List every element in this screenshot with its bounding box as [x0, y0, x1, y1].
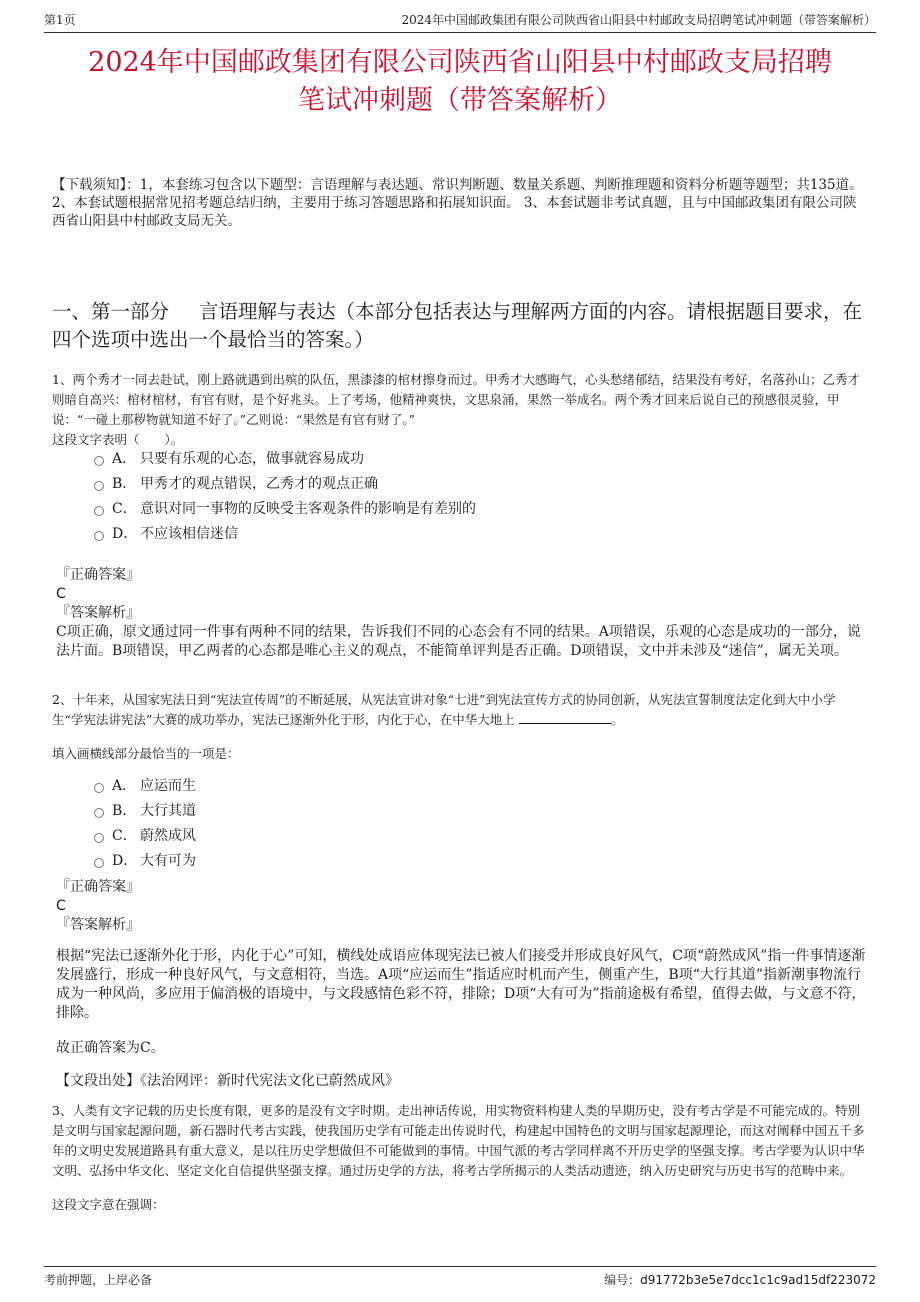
analysis-label: 『答案解析』 [56, 917, 140, 933]
question-1-prompt: 这段文字表明（ ）。 [52, 432, 184, 447]
option-d[interactable]: D． 大有可为 [94, 849, 196, 874]
answer-value: C [56, 586, 66, 602]
section-heading [52, 298, 866, 354]
title-line-2: 笔试冲刺题（带答案解析） [298, 85, 622, 116]
option-c[interactable]: C． 意识对同一事物的反映受主客观条件的影响是有差别的 [94, 497, 476, 522]
question-2-prompt: 填入画横线部分最恰当的一项是： [52, 746, 240, 761]
radio-icon[interactable] [94, 481, 104, 491]
question-3 [52, 1101, 866, 1215]
answer-value: C [56, 898, 66, 914]
answer-label: 『正确答案』 [56, 879, 140, 895]
answer-label: 『正确答案』 [56, 567, 140, 583]
page-footer [44, 1266, 876, 1291]
page-number: 第1页 [44, 13, 76, 27]
question-3-text: 3、人类有文字记载的历史长度有限，更多的是没有文字时期。走出神话传说，用实物资料构建人类的早期历史，没有考古学是不可能完成的。特别是文明与国家起源问题，新石器时代考古实践，使我国历史学有可能走出传说时代，构建起中国特色的文明与国家起源理论，而这对阐释中国五千多年的文明史发展道路具有重大意义，是以往历史学想做但不可能做到的事情。中国气派的考古学同样离不开历史学的坚强支撑。考古学要为认识中华文明、弘扬中华文化、坚定文化自信提供坚强支撑。通过历史学的方法，将考古学所揭示的人类活动遗迹，纳入历史研究与历史书写的范畴中来。 [52, 1103, 865, 1178]
analysis-label: 『答案解析』 [56, 605, 140, 621]
analysis-text: 根据“宪法已逐渐外化于形，内化于心”可知，横线处成语应体现宪法已被人们接受并形成良好风气，C项“蔚然成风”指一件事情逐渐发展盛行，形成一种良好风气，与文意相符，当选。A项“应运而生”指适应时机而产生，侧重产生，B项“大行其道”指新潮事物流行成为一种风尚，多应用于偏消极的语境中，与文段感情色彩不符，排除；D项“大有可为”指前途极有希望，值得去做，与文意不符，排除。 [56, 948, 866, 1021]
option-d[interactable]: D． 不应该相信迷信 [94, 522, 476, 547]
option-b[interactable]: B． 大行其道 [94, 799, 196, 824]
question-1 [52, 370, 866, 450]
page-header [44, 10, 876, 33]
footer-slogan: 考前押题，上岸必备 [44, 1273, 153, 1287]
radio-icon[interactable] [94, 808, 104, 818]
radio-icon[interactable] [94, 531, 104, 541]
question-1-text: 1、两个秀才一同去赴试，刚上路就遇到出殡的队伍，黑漆漆的棺材擦身而过。甲秀才大感晦气，心头愁绪郁结，结果没有考好，名落孙山；乙秀才则暗自高兴：棺材棺材，有官有财，是个好兆头。上了考场，他精神爽快，文思泉涌，果然一举成名。两个秀才回来后说自己的预感很灵验，甲说：“一碰上那秽物就知道不好了。”乙则说：“果然是有官有财了。” [52, 372, 860, 427]
fill-blank [519, 711, 611, 724]
option-a[interactable]: A． 只要有乐观的心态，做事就容易成功 [94, 447, 476, 472]
section-description: 言语理解与表达（本部分包括表达与理解两方面的内容。请根据题目要求，在四个选项中选出一个最恰当的答案。） [52, 300, 863, 351]
radio-icon[interactable] [94, 456, 104, 466]
question-1-answer [56, 566, 866, 661]
question-2-options [94, 774, 196, 874]
footer-doc-id: 编号：d91772b3e5e7dcc1c1c9ad15df223072 [604, 1273, 876, 1287]
option-a[interactable]: A． 应运而生 [94, 774, 196, 799]
section-number: 一、第一部分 [52, 300, 170, 323]
document-title [50, 44, 870, 120]
radio-icon[interactable] [94, 783, 104, 793]
question-1-options [94, 447, 476, 547]
option-b[interactable]: B． 甲秀才的观点错误，乙秀才的观点正确 [94, 472, 476, 497]
conclusion-text: 故正确答案为C。 [56, 1040, 165, 1056]
analysis-text: C项正确，原文通过同一件事有两种不同的结果，告诉我们不同的心态会有不同的结果。A项错误，乐观的心态是成功的一部分，说法片面。B项错误，甲乙两者的心态都是唯心主义的观点，不能简单评判是否正确。D项错误，文中并未涉及“迷信”，属无关项。 [56, 624, 861, 659]
download-notice: 【下载须知】：1，本套练习包含以下题型：言语理解与表达题、常识判断题、数量关系题、判断推理题和资料分析题等题型；共135道。 2、本套试题根据常见招考题总结归纳，主要用于练习答题思路和拓展知识面。 3、本套试题非考试真题，且与中国邮政集团有限公司陕西省山阳县中村邮政支局无关。 [52, 177, 863, 229]
question-2 [52, 690, 866, 764]
option-c[interactable]: C． 蔚然成风 [94, 824, 196, 849]
question-3-prompt: 这段文字意在强调： [52, 1197, 165, 1212]
question-2-answer [56, 878, 866, 1091]
header-doc-title: 2024年中国邮政集团有限公司陕西省山阳县中村邮政支局招聘笔试冲刺题（带答案解析） [401, 13, 876, 27]
question-2-text: 2、十年来，从国家宪法日到“宪法宣传周”的不断延展，从宪法宣讲对象“七进”到宪法宣传方式的协同创新，从宪法宣誓制度法定化到大中小学生“学宪法讲宪法”大赛的成功举办，宪法已逐渐外化于形，内化于心，在中华大地上 。 [52, 692, 836, 727]
source-text: 【文段出处】《法治网评：新时代宪法文化已蔚然成风》 [56, 1073, 399, 1089]
radio-icon[interactable] [94, 506, 104, 516]
radio-icon[interactable] [94, 833, 104, 843]
radio-icon[interactable] [94, 858, 104, 868]
title-line-1: 2024年中国邮政集团有限公司陕西省山阳县中村邮政支局招聘 [88, 47, 832, 78]
